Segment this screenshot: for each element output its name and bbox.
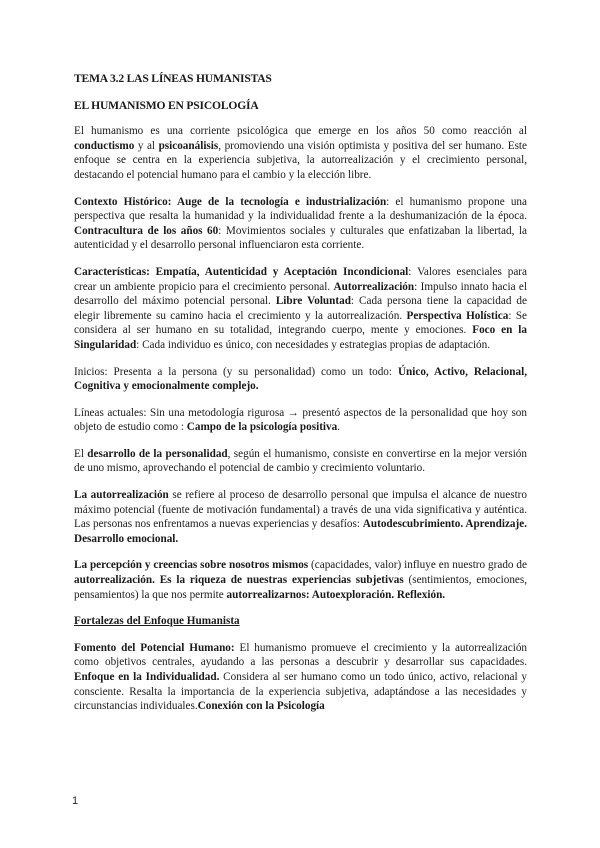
text: . xyxy=(337,421,341,434)
text: : Movimientos sociales y culturales que enfatizaban la libertad, la autenticidad y el desarrollo personal influenciaron esta corriente. xyxy=(74,224,527,252)
bold-text: Contexto Histórico: Auge de la tecnología e industrialización xyxy=(74,195,387,208)
bold-text: La autorrealización xyxy=(74,489,169,502)
text: : Cada persona tiene la capacidad de elegir libremente su camino hacia el crecimiento y la autorrealización. xyxy=(74,295,527,322)
text: Inicios: Presenta a la persona (y su personalidad) como un todo: xyxy=(74,365,398,378)
bold-text: Foco en la Singularidad xyxy=(74,324,527,351)
text: El xyxy=(74,447,88,460)
bold-text: psicoanálisis xyxy=(158,139,219,152)
bold-text: Libre Voluntad xyxy=(275,295,351,308)
bold-text: conductismo xyxy=(74,139,135,152)
text: : Valores esenciales para crear un ambiente propicio para el crecimiento personal. xyxy=(74,265,527,293)
paragraph-self-actualization xyxy=(74,488,527,546)
text: , según el humanismo, consiste en convertirse en la mejor versión de uno mismo, aprovechando el potencial de cambio y crecimiento voluntario. xyxy=(74,447,527,475)
strengths-heading: Fortalezas del Enfoque Humanista xyxy=(74,615,240,628)
bold-text: La percepción y creencias sobre nosotros mismos xyxy=(74,559,309,572)
section-heading: EL HUMANISMO EN PSICOLOGÍA xyxy=(74,98,259,112)
paragraph-personality-development xyxy=(74,447,527,476)
paragraph-intro xyxy=(74,124,527,182)
paragraph-beginnings xyxy=(74,365,527,394)
bold-text: Único, Activo, Relacional, Cognitiva y emocionalmente complejo. xyxy=(74,365,528,393)
bold-text: Fomento del Potencial Humano: xyxy=(74,641,235,654)
bold-text: desarrollo de la personalidad xyxy=(87,447,228,460)
text: (sentimientos, emociones, pensamientos) la que nos permite xyxy=(74,574,528,601)
page-content xyxy=(74,72,527,726)
text: El humanismo es una corriente psicológica que emerge en los años 50 como reacción al xyxy=(74,125,527,138)
text: y al xyxy=(134,139,159,152)
page-number: 1 xyxy=(72,795,79,807)
bold-text: autorrealización. xyxy=(74,574,155,587)
bold-text: Autodescubrimiento. Aprendizaje. Desarrollo emocional. xyxy=(74,518,528,545)
bold-text: Conexión con la Psicología xyxy=(197,700,325,713)
paragraph-characteristics xyxy=(74,265,527,353)
bold-text: Contracultura de los años 60 xyxy=(74,224,219,237)
text: Líneas actuales: Sin una metodología rigurosa → presentó aspectos de la personalidad que hoy son objeto de estudio como : xyxy=(74,406,527,434)
text: : Impulso innato hacia el desarrollo del máximo potencial personal. xyxy=(74,280,527,308)
bold-text: Perspectiva Holística xyxy=(406,309,509,322)
paragraph-strengths xyxy=(74,641,527,714)
text: (capacidades, valor) influye en nuestro grado de xyxy=(308,559,527,572)
paragraph-self-perception xyxy=(74,558,527,602)
bold-text: experiencias subjetivas xyxy=(291,574,404,587)
text: : el humanismo propone una perspectiva que resalta la humanidad y la individualidad frente a la deshumanización de la época. xyxy=(74,195,527,223)
paragraph-historical-context xyxy=(74,195,527,253)
topic-heading: TEMA 3.2 LAS LÍNEAS HUMANISTAS xyxy=(74,72,272,85)
text: Considera al ser humano como un todo único, activo, relacional y consciente. Resalta la importancia de la experiencia subjetiva, adaptándose a las necesidades y circunstancias individuales. xyxy=(74,671,527,713)
text: : Cada individuo es único, con necesidades y estrategias propias de adaptación. xyxy=(136,338,491,351)
bold-text: Campo de la psicología positiva xyxy=(186,421,338,434)
bold-text: Características: Empatía, Autenticidad y Aceptación Incondicional xyxy=(74,265,409,278)
text: El humanismo promueve el crecimiento y la autorrealización como objetivos centrales, ayudando a las personas a descubrir y desarrollar sus capacidades. xyxy=(74,641,528,669)
bold-text: Enfoque en la Individualidad. xyxy=(74,671,220,683)
bold-text: Es la riqueza de nuestras xyxy=(159,574,288,587)
text: : Se considera al ser humano en su totalidad, integrando cuerpo, mente y emociones. xyxy=(74,309,528,337)
bold-text: Autorrealización xyxy=(333,280,415,293)
bold-text: autorrealizarnos: Autoexploración. Reflexión. xyxy=(226,588,446,601)
paragraph-current-lines xyxy=(74,406,527,435)
text: , promoviendo una visión optimista y positiva del ser humano. Este enfoque se centra en la experiencia subjetiva, la autorrealización y el crecimiento personal, destacando el potencial humano para el cambio y la elección libre. xyxy=(74,139,527,181)
text: se refiere al proceso de desarrollo personal que impulsa el alcance de nuestro máximo potencial (fuente de motivación fundamental) a través de una vida significativa y auténtica. Las personas nos enfrentamos a nuevas experiencias y desafíos: xyxy=(74,489,527,531)
